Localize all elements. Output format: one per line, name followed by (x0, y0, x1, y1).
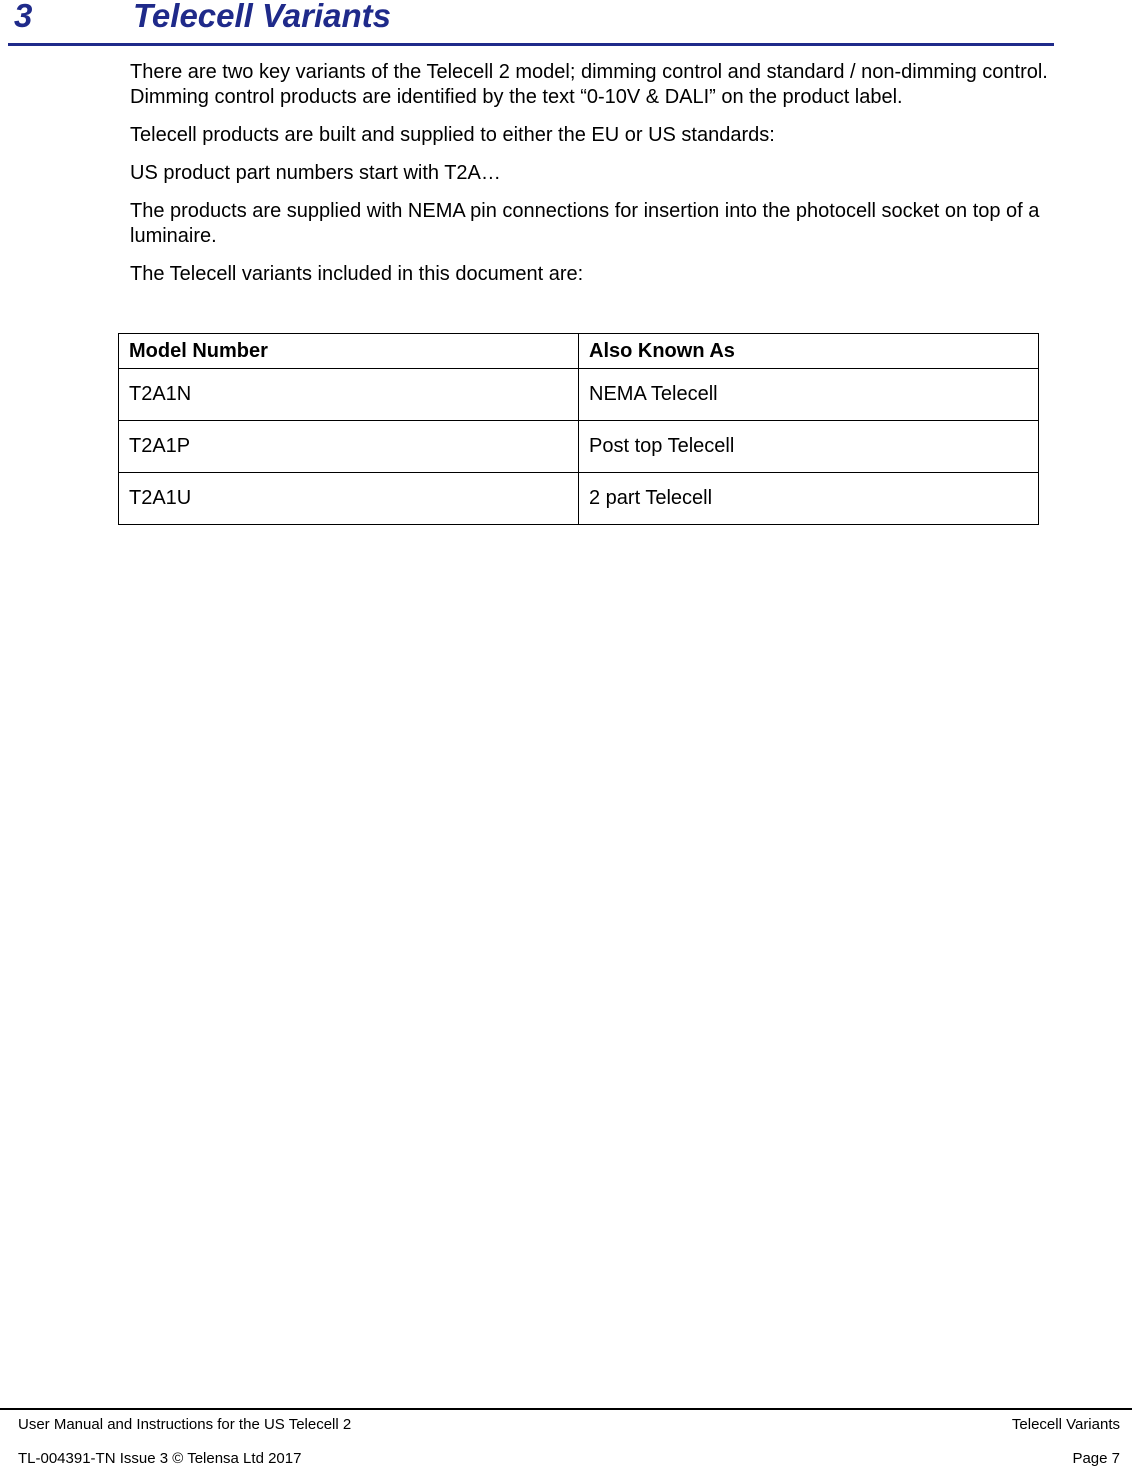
model-number-cell: T2A1N (119, 369, 579, 421)
also-known-as-cell: Post top Telecell (579, 421, 1039, 473)
table-header-row (119, 334, 1039, 369)
table-row (119, 421, 1039, 473)
model-number-cell: T2A1P (119, 421, 579, 473)
section-title: Telecell Variants (133, 0, 392, 34)
section-heading (14, 0, 1054, 44)
footer-doc-title: User Manual and Instructions for the US Telecell 2 (18, 1416, 352, 1433)
footer-page-number: Page 7 (1072, 1450, 1120, 1467)
variants-table (118, 333, 1039, 525)
also-known-as-cell: NEMA Telecell (579, 369, 1039, 421)
heading-divider (8, 43, 1054, 46)
paragraph-table-intro: The Telecell variants included in this document are: (130, 263, 584, 285)
section-number: 3 (14, 0, 33, 34)
column-header-also-known-as: Also Known As (579, 334, 1039, 369)
section-body (130, 60, 1050, 300)
model-number-cell: T2A1U (119, 473, 579, 525)
also-known-as-cell: 2 part Telecell (579, 473, 1039, 525)
column-header-model-number: Model Number (119, 334, 579, 369)
table-row (119, 473, 1039, 525)
paragraph-standards: Telecell products are built and supplied to either the EU or US standards: (130, 124, 775, 146)
footer-doc-reference: TL-004391-TN Issue 3 © Telensa Ltd 2017 (18, 1450, 302, 1467)
paragraph-variants-intro: There are two key variants of the Telecell 2 model; dimming control and standard / non-dimming control. Dimming control products are identified by the text “0-10V & DALI” on the product label. (130, 61, 1048, 108)
footer-section-name: Telecell Variants (1011, 1416, 1120, 1433)
footer-divider (0, 1408, 1132, 1410)
paragraph-nema-connections: The products are supplied with NEMA pin connections for insertion into the photocell socket on top of a luminaire. (130, 200, 1040, 247)
paragraph-us-part-numbers: US product part numbers start with T2A… (130, 162, 501, 184)
table-row (119, 369, 1039, 421)
